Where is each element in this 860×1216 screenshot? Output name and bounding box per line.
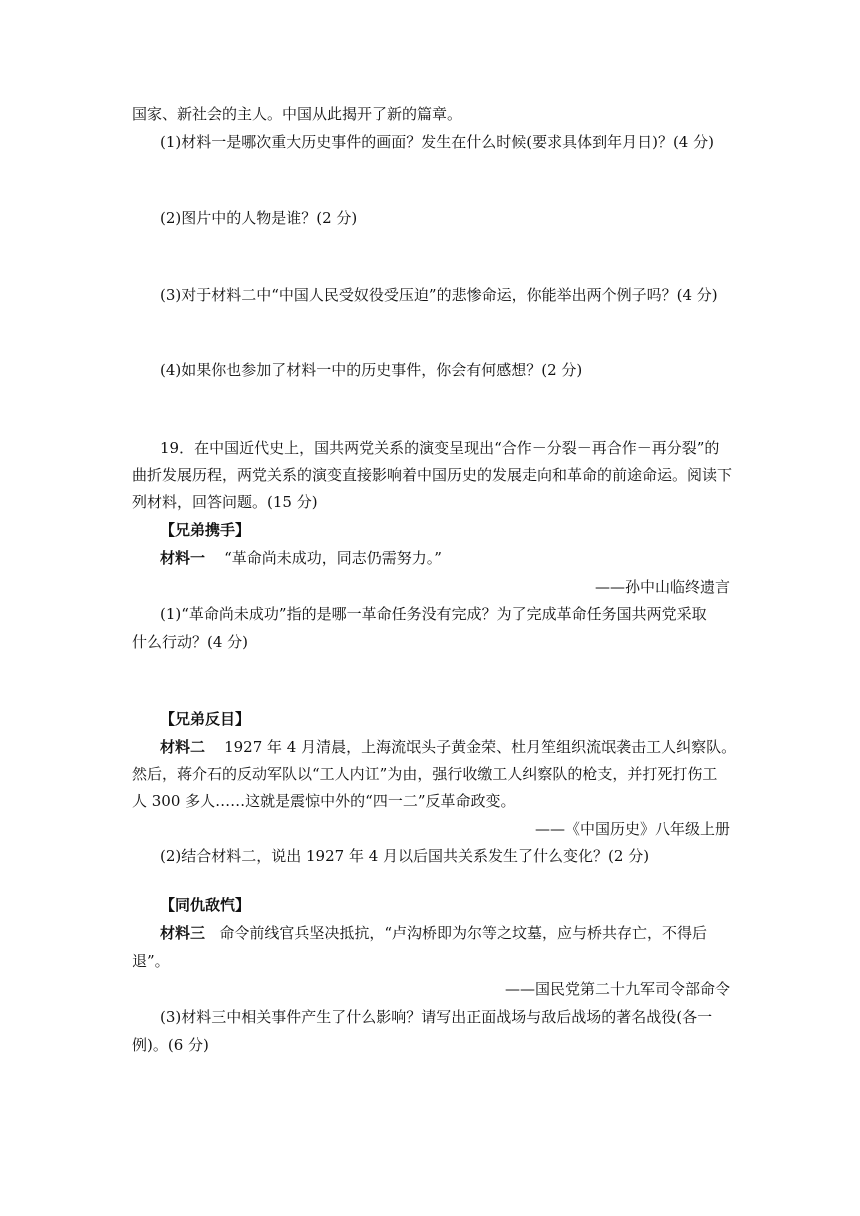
q19-sub3-line1: (3)材料三中相关事件产生了什么影响？请写出正面战场与敌后战场的著名战役(各一 bbox=[160, 1008, 713, 1026]
material2-line2: 然后，蒋介石的反动军队以“工人内讧”为由，强行收缴工人纠察队的枪支，并打死打伤工 bbox=[132, 765, 718, 783]
material3-source: ——国民党第二十九军司令部命令 bbox=[504, 980, 730, 998]
material3-line2: 退”。 bbox=[132, 952, 170, 970]
continuation-text: 国家、新社会的主人。中国从此揭开了新的篇章。 bbox=[132, 105, 463, 123]
material1-text: “革命尚未成功，同志仍需努力。” bbox=[224, 549, 442, 567]
material2-line3: 人 300 多人……这就是震惊中外的“四一二”反革命政变。 bbox=[132, 792, 516, 810]
section1-heading: 【兄弟携手】 bbox=[160, 521, 251, 539]
material2-label: 材料二 bbox=[160, 738, 206, 756]
q18-sub3: (3)对于材料二中“中国人民受奴役受压迫”的悲惨命运，你能举出两个例子吗？(4 分) bbox=[160, 286, 718, 304]
q19-intro-line3: 列材料，回答问题。(15 分) bbox=[132, 493, 318, 511]
q19-sub1-line1: (1)“革命尚未成功”指的是哪一革命任务没有完成？为了完成革命任务国共两党采取 bbox=[160, 605, 707, 623]
material1-source: ——孙中山临终遗言 bbox=[594, 578, 730, 596]
material3-label: 材料三 bbox=[160, 924, 206, 942]
section2-heading: 【兄弟反目】 bbox=[160, 710, 251, 728]
q18-sub4: (4)如果你也参加了材料一中的历史事件，你会有何感想？(2 分) bbox=[160, 361, 583, 379]
section3-heading: 【同仇敌忾】 bbox=[160, 896, 251, 914]
q19-intro-line1: 19．在中国近代史上，国共两党关系的演变呈现出“合作－分裂－再合作－再分裂”的 bbox=[160, 439, 720, 457]
material1-line bbox=[160, 548, 442, 568]
material1-label: 材料一 bbox=[160, 549, 206, 567]
material2-source: ——《中国历史》八年级上册 bbox=[534, 820, 730, 838]
q18-sub1: (1)材料一是哪次重大历史事件的画面？发生在什么时候(要求具体到年月日)？(4 分) bbox=[160, 133, 714, 151]
material2-text: 1927 年 4 月清晨，上海流氓头子黄金荣、杜月笙组织流氓袭击工人纠察队。 bbox=[224, 738, 737, 756]
material2-line1 bbox=[160, 737, 736, 757]
q19-sub1-line2: 什么行动？(4 分) bbox=[132, 633, 249, 651]
material3-text: 命令前线官兵坚决抵抗，“卢沟桥即为尔等之坟墓，应与桥共存亡，不得后 bbox=[219, 924, 707, 942]
material3-line1 bbox=[160, 923, 707, 943]
q19-sub3-line2: 例)。(6 分) bbox=[132, 1036, 209, 1054]
q18-sub2: (2)图片中的人物是谁？(2 分) bbox=[160, 209, 358, 227]
q19-sub2: (2)结合材料二，说出 1927 年 4 月以后国共关系发生了什么变化？(2 分) bbox=[160, 847, 650, 865]
q19-intro-line2: 曲折发展历程，两党关系的演变直接影响着中国历史的发展走向和革命的前途命运。阅读下 bbox=[132, 466, 733, 484]
